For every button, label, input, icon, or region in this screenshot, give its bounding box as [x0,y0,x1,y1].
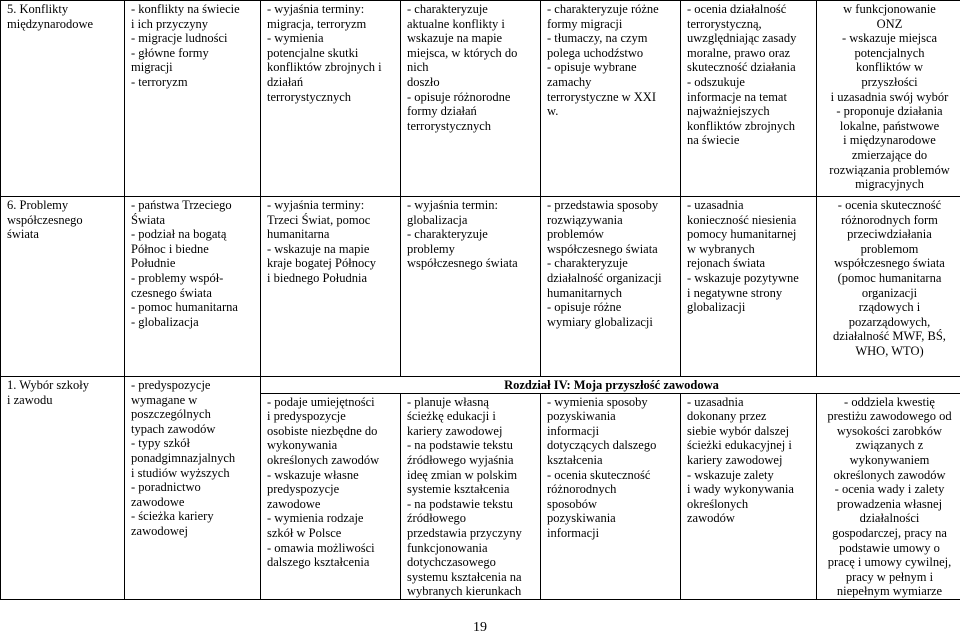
content-cell: - konflikty na świecie i ich przyczyny - migracje ludności - główne formy migracji - terroryzm [125,1,261,197]
requirement-cell-4: - uzasadnia dokonany przez siebie wybór dalszej ścieżki edukacyjnej i kariery zawodowej - wskazuje zalety i wady wykonywania określonych zawodów [681,393,817,599]
topic-cell: 6. Problemy współczesnego świata [1,197,125,377]
requirement-cell-3: - charakteryzuje różne formy migracji - tłumaczy, na czym polega uchodźstwo - opisuje wybrane zamachy terrorystyczne w XXI w. [541,1,681,197]
requirement-cell-2: - wyjaśnia termin: globalizacja - charakteryzuje problemy współczesnego świata [401,197,541,377]
topic-cell: 5. Konflikty międzynarodowe [1,1,125,197]
content-cell: - predyspozycje wymagane w poszczególnych typach zawodów - typy szkół ponadgimnazjalnych i studiów wyższych - poradnictwo zawodowe - ścieżka kariery zawodowej [125,377,261,600]
table-row-problemy [1,197,960,377]
requirement-cell-2: - charakteryzuje aktualne konflikty i wskazuje na mapie miejsca, w których do nich doszło - opisuje różnorodne formy działań terrorystycznych [401,1,541,197]
requirement-cell-5: - ocenia skuteczność różnorodnych form przeciwdziałania problemom współczesnego świata (pomoc humanitarna organizacji rządowych i pozarządowych, działalność MWF, BŚ, WHO, WTO) [817,197,960,377]
requirement-cell-4: - uzasadnia konieczność niesienia pomocy humanitarnej w wybranych rejonach świata - wskazuje pozytywne i negatywne strony globalizacji [681,197,817,377]
section-heading: Rozdział IV: Moja przyszłość zawodowa [261,377,960,394]
requirement-cell-5: - oddziela kwestię prestiżu zawodowego od wysokości zarobków związanych z wykonywaniem określonych zawodów - ocenia wady i zalety prowadzenia własnej działalności gospodarczej, pracy na podstawie umowy o pracę i umowy cywilnej, pracy w pełnym i niepełnym wymiarze [817,393,960,599]
requirement-cell-4: - ocenia działalność terrorystyczną, uwzględniając zasady moralne, prawo oraz skuteczność działania - odszukuje informacje na temat najważniejszych konfliktów zbrojnych na świecie [681,1,817,197]
topic-cell: 1. Wybór szkoły i zawodu [1,377,125,600]
requirement-cell-3: - przedstawia sposoby rozwiązywania problemów współczesnego świata - charakteryzuje działalność organizacji humanitarnych - opisuje różne wymiary globalizacji [541,197,681,377]
requirement-cell-2: - planuje własną ścieżkę edukacji i kariery zawodowej - na podstawie tekstu źródłowego wyjaśnia ideę zmian w polskim systemie kształcenia - na podstawie tekstu źródłowego przedstawia przyczyny funkcjonowania dotychczasowego systemu kształcenia na wybranych kierunkach [401,393,541,599]
requirement-cell-1: - wyjaśnia terminy: Trzeci Świat, pomoc humanitarna - wskazuje na mapie kraje bogatej Północy i biednego Południa [261,197,401,377]
requirement-cell-5: w funkcjonowanie ONZ - wskazuje miejsca potencjalnych konfliktów w przyszłości i uzasadnia swój wybór - proponuje działania lokalne, państwowe i międzynarodowe zmierzające do rozwiązania problemów migracyjnych [817,1,960,197]
table-row-wybor-szkoly [1,377,960,394]
page-number: 19 [473,620,487,635]
requirement-cell-1: - podaje umiejętności i predyspozycje osobiste niezbędne do wykonywania określonych zawodów - wskazuje własne predyspozycje zawodowe - wymienia rodzaje szkół w Polsce - omawia możliwości dalszego kształcenia [261,393,401,599]
table-row-konflikty [1,1,960,197]
content-cell: - państwa Trzeciego Świata - podział na bogatą Północ i biedne Południe - problemy współ- czesnego świata - pomoc humanitarna - globalizacja [125,197,261,377]
requirement-cell-3: - wymienia sposoby pozyskiwania informacji dotyczących dalszego kształcenia - ocenia skuteczność różnorodnych sposobów pozyskiwania informacji [541,393,681,599]
requirement-cell-1: - wyjaśnia terminy: migracja, terroryzm - wymienia potencjalne skutki konfliktów zbrojnych i działań terrorystycznych [261,1,401,197]
